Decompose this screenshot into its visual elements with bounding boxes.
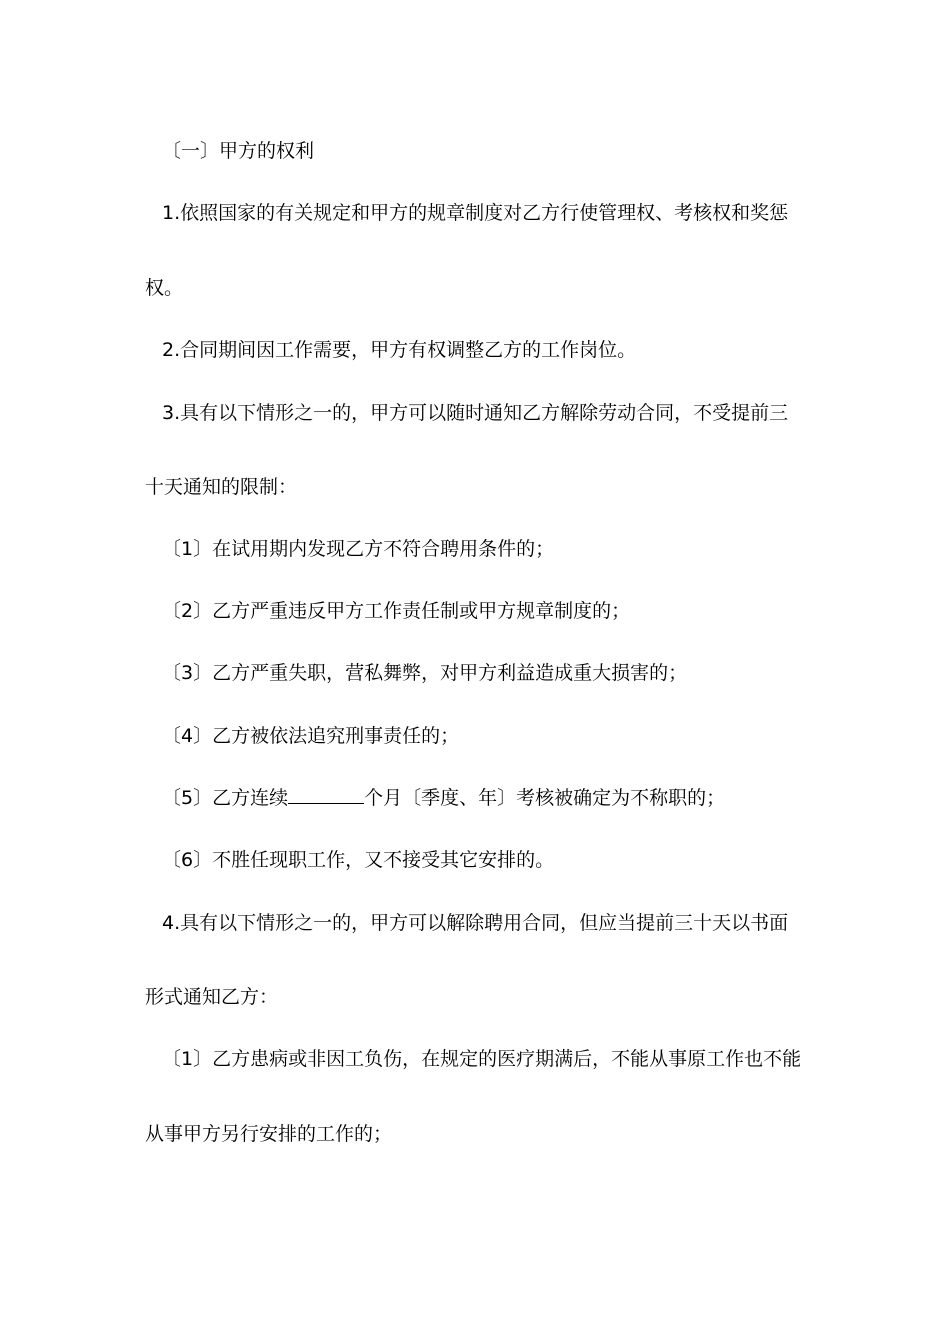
fill-in-blank: [288, 787, 364, 804]
clause-3-subitem-4: 〔4〕乙方被依法追究刑事责任的；: [162, 725, 460, 747]
clause-3-subitem-5-prefix: 〔5〕乙方连续: [162, 787, 289, 809]
clause-4-subitem-1-line-1: 〔1〕乙方患病或非因工负伤，在规定的医疗期满后，不能从事原工作也不能: [162, 1048, 802, 1070]
clause-1-line-2: 权。: [145, 277, 184, 299]
clause-1-line-1: 1.依照国家的有关规定和甲方的规章制度对乙方行使管理权、考核权和奖惩: [162, 202, 789, 224]
clause-3-subitem-1: 〔1〕在试用期内发现乙方不符合聘用条件的；: [162, 538, 555, 560]
clause-3-line-1: 3.具有以下情形之一的，甲方可以随时通知乙方解除劳动合同，不受提前三: [162, 402, 789, 424]
clause-3-subitem-6: 〔6〕不胜任现职工作，又不接受其它安排的。: [162, 849, 555, 871]
section-heading: 〔一〕甲方的权利: [162, 140, 315, 162]
clause-4-line-2: 形式通知乙方：: [145, 986, 279, 1008]
clause-3-subitem-5: [162, 786, 725, 810]
clause-4-subitem-1-line-2: 从事甲方另行安排的工作的；: [145, 1123, 393, 1145]
clause-3-subitem-5-suffix: 个月〔季度、年〕考核被确定为不称职的；: [364, 787, 726, 809]
clause-2: 2.合同期间因工作需要，甲方有权调整乙方的工作岗位。: [162, 339, 637, 361]
clause-3-subitem-2: 〔2〕乙方严重违反甲方工作责任制或甲方规章制度的；: [162, 600, 631, 622]
clause-3-subitem-3: 〔3〕乙方严重失职，营私舞弊，对甲方利益造成重大损害的；: [162, 662, 688, 684]
clause-4-line-1: 4.具有以下情形之一的，甲方可以解除聘用合同，但应当提前三十天以书面: [162, 912, 789, 934]
clause-3-line-2: 十天通知的限制：: [145, 476, 298, 498]
